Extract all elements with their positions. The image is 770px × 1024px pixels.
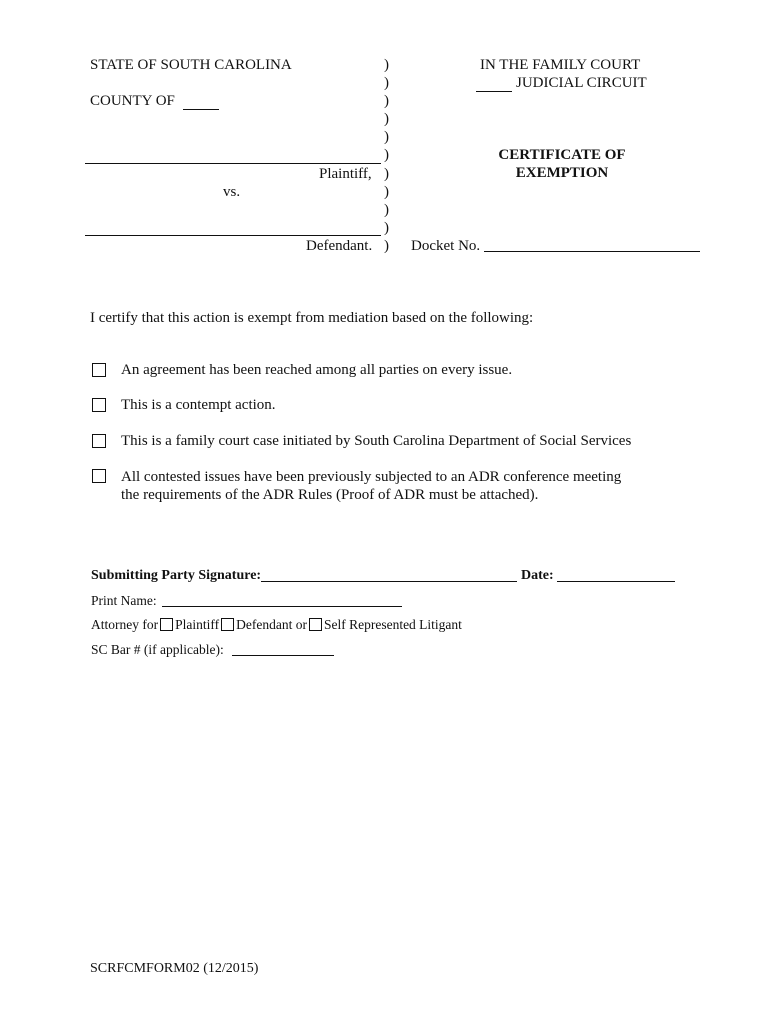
sc-bar-label: SC Bar # (if applicable):	[91, 642, 224, 657]
caption-paren: )	[384, 111, 389, 127]
form-title-line1: CERTIFICATE OF	[498, 147, 626, 163]
judicial-circuit	[476, 75, 647, 92]
form-identifier: SCRFCMFORM02 (12/2015)	[90, 961, 259, 976]
agreement-checkbox[interactable]	[92, 363, 106, 377]
attorney-for-row	[91, 617, 462, 633]
docket-number-field[interactable]	[484, 251, 700, 252]
exemption-adr-line1: All contested issues have been previously subjected to an ADR conference meeting	[121, 469, 622, 485]
caption-paren: )	[384, 129, 389, 145]
print-name-label: Print Name:	[91, 593, 157, 608]
date-field[interactable]	[557, 581, 675, 582]
adr-checkbox[interactable]	[92, 469, 106, 483]
form-title-line2: EXEMPTION	[515, 165, 609, 181]
caption-paren: )	[384, 184, 389, 200]
signature-field[interactable]	[261, 581, 517, 582]
defendant-checkbox[interactable]	[221, 618, 234, 631]
caption-paren: )	[384, 166, 389, 182]
caption-paren: )	[384, 238, 389, 254]
versus-label: vs.	[223, 184, 241, 200]
exemption-agreement: An agreement has been reached among all parties on every issue.	[121, 362, 513, 378]
certify-statement: I certify that this action is exempt from mediation based on the following:	[90, 310, 534, 326]
exemption-contempt: This is a contempt action.	[121, 397, 276, 413]
caption-paren: )	[384, 147, 389, 163]
plaintiff-name-line[interactable]	[85, 163, 381, 164]
state-label: STATE OF SOUTH CAROLINA	[90, 57, 292, 73]
county-field[interactable]	[183, 95, 219, 110]
caption-paren: )	[384, 75, 389, 91]
defendant-name-line[interactable]	[85, 235, 381, 236]
county-label-text: COUNTY OF	[90, 93, 175, 109]
self-represented-checkbox[interactable]	[309, 618, 322, 631]
signature-label: Submitting Party Signature:	[91, 568, 262, 583]
sc-bar-field[interactable]	[232, 655, 334, 656]
judicial-circuit-text: JUDICIAL CIRCUIT	[516, 75, 647, 91]
plaintiff-label: Plaintiff,	[319, 166, 372, 182]
self-represented-label: Self Represented Litigant	[323, 617, 462, 632]
caption-paren: )	[384, 202, 389, 218]
exemption-dss: This is a family court case initiated by South Carolina Department of Social Services	[121, 433, 632, 449]
contempt-checkbox[interactable]	[92, 398, 106, 412]
dss-checkbox[interactable]	[92, 434, 106, 448]
county-label	[90, 93, 219, 110]
caption-paren: )	[384, 220, 389, 236]
exemption-adr-line2: the requirements of the ADR Rules (Proof of ADR must be attached).	[121, 487, 539, 503]
attorney-for-label: Attorney for	[91, 617, 159, 632]
circuit-field[interactable]	[476, 77, 512, 92]
caption-paren: )	[384, 57, 389, 73]
print-name-field[interactable]	[162, 606, 402, 607]
defendant-label: Defendant.	[306, 238, 373, 254]
docket-label: Docket No.	[411, 238, 481, 254]
plaintiff-option-label: Plaintiff	[175, 617, 220, 632]
date-label: Date:	[521, 568, 554, 583]
defendant-option-label: Defendant or	[236, 617, 307, 632]
caption-paren: )	[384, 93, 389, 109]
court-name: IN THE FAMILY COURT	[480, 57, 641, 73]
plaintiff-checkbox[interactable]	[160, 618, 173, 631]
